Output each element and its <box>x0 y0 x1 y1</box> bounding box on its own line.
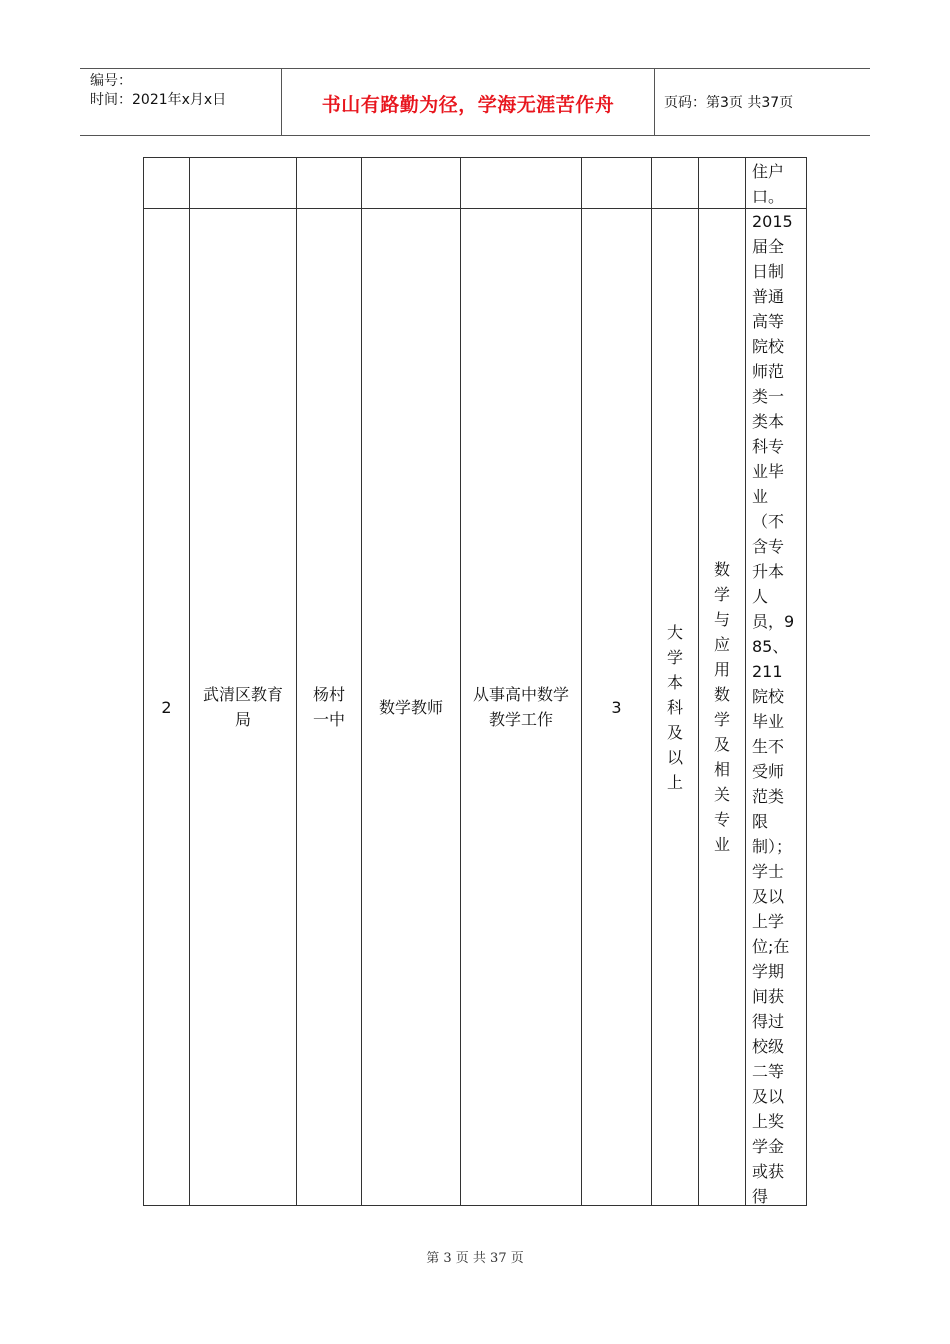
number-label: 编号： <box>90 73 132 89</box>
table-cell-major <box>699 209 745 1205</box>
header-divider-right <box>654 68 655 135</box>
page-footer: 第 3 页 共 37 页 <box>426 1251 524 1266</box>
table-cell-education <box>652 209 698 1205</box>
header-meta <box>90 72 226 110</box>
header-page-info: 页码：第3页 共37页 <box>664 95 794 111</box>
header-top-rule <box>80 68 870 69</box>
table-cell-unit <box>306 209 352 1205</box>
table-cell-duties <box>466 209 576 1205</box>
other-requirements: 2015届全日制普通高等院校师范类一类本科专业毕业（不含专升本人员，985、211院校毕业生不受师范类限制）；学士及以上学位;在学期间获得过校级二等及以上奖学金或获得 <box>752 212 795 1206</box>
major-requirement: 数学与应用数学及相关专业 <box>713 560 730 854</box>
time-label: 时间：2021年x月x日 <box>90 92 227 108</box>
table-cell-count <box>582 209 651 1205</box>
continued-cell-text: 住户口。 <box>752 162 785 206</box>
table-col-rule <box>189 157 190 1206</box>
table-cell-department <box>197 209 289 1205</box>
table-cell-index <box>144 209 189 1205</box>
position-name: 数学教师 <box>378 697 443 717</box>
unit-name: 杨村一中 <box>312 685 345 729</box>
header-motto: 书山有路勤为径，学海无涯苦作舟 <box>321 94 615 116</box>
header-bottom-rule <box>80 135 870 136</box>
education-requirement: 大学本科及以上 <box>666 622 683 792</box>
table-col-rule <box>296 157 297 1206</box>
table-col-rule <box>745 157 746 1206</box>
table-col-rule <box>460 157 461 1206</box>
table-cell-position <box>362 209 460 1205</box>
table-col-rule <box>806 157 807 1206</box>
row-index: 2 <box>161 697 172 717</box>
duties-text: 从事高中数学教学工作 <box>472 685 569 729</box>
table-rule-top <box>143 157 806 158</box>
department-name: 武清区教育局 <box>202 685 283 729</box>
table-rule-bottom <box>143 1205 806 1206</box>
hire-count: 3 <box>611 697 622 717</box>
